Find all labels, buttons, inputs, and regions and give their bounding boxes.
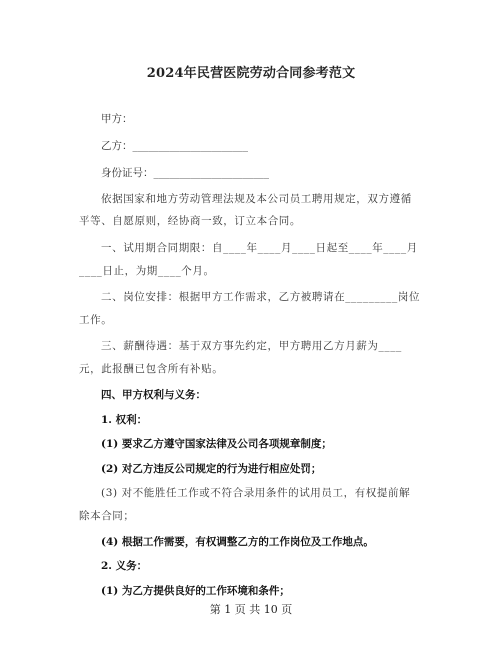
- obligation-item-1: (1) 为乙方提供良好的工作环境和条件；: [101, 585, 290, 597]
- section-4-heading: 四、甲方权利与义务：: [101, 389, 206, 401]
- preamble-line-1: 依据国家和地方劳动管理法规及本公司员工聘用规定，双方遵循: [101, 193, 412, 205]
- clause-2-line-2: 工作。: [79, 314, 113, 326]
- preamble-line-2: 平等、自愿原则，经协商一致，订立本合同。: [79, 215, 301, 227]
- party-b-line: 乙方：______________________: [101, 140, 248, 152]
- party-a-line: 甲方：: [101, 113, 133, 125]
- document-title: 2024年民营医院劳动合同参考范文: [146, 66, 356, 81]
- page-indicator: 第 1 页 共 10 页: [209, 603, 293, 616]
- right-item-3-line-2: 除本合同；: [79, 510, 135, 522]
- clause-3-line-2: 元，此报酬已包含所有补贴。: [79, 363, 224, 375]
- clause-3-line-1: 三、薪酬待遇：基于双方事先约定，甲方聘用乙方月薪为____: [101, 340, 402, 352]
- obligations-heading: 2. 义务：: [101, 560, 148, 572]
- clause-2-line-1: 二、岗位安排：根据甲方工作需求，乙方被聘请在_________岗位: [101, 291, 421, 303]
- rights-heading: 1. 权利：: [101, 414, 148, 426]
- right-item-3-line-1: (3) 对不能胜任工作或不符合录用条件的试用员工，有权提前解: [101, 487, 411, 499]
- id-number-line: 身份证号：______________________: [101, 167, 269, 179]
- right-item-1: (1) 要求乙方遵守国家法律及公司各项规章制度；: [101, 438, 332, 450]
- clause-1-line-1: 一、试用期合同期限：自____年____月____日起至____年____月: [101, 242, 418, 254]
- right-item-4: (4) 根据工作需要，有权调整乙方的工作岗位及工作地点。: [101, 536, 374, 548]
- clause-1-line-2: ____日止，为期____个月。: [79, 265, 215, 277]
- right-item-2: (2) 对乙方违反公司规定的行为进行相应处罚；: [101, 463, 322, 475]
